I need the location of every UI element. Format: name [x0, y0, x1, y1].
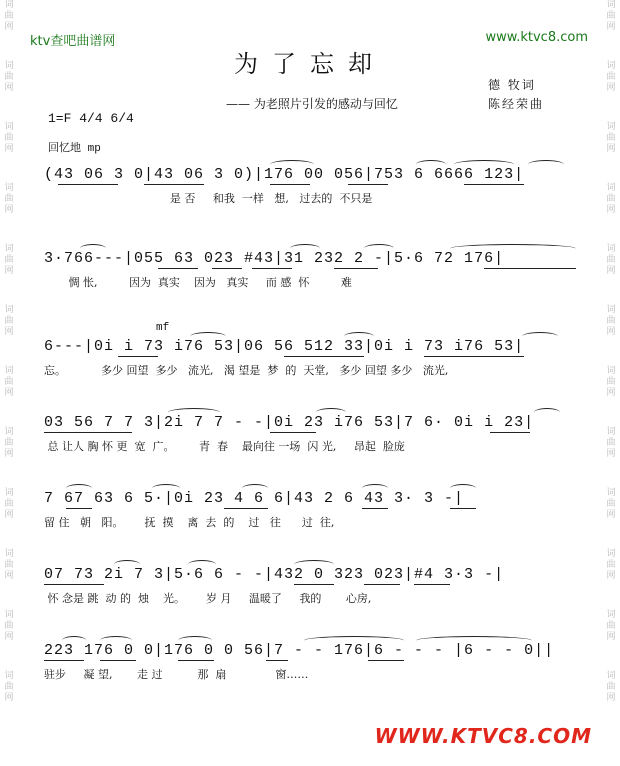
beam-underline — [424, 356, 524, 357]
beam-underline — [270, 184, 310, 185]
beam-underline — [66, 508, 92, 509]
beam-underline — [284, 356, 364, 357]
song-title: 为了忘却 — [234, 50, 386, 78]
beam-underline — [450, 508, 476, 509]
slur — [534, 408, 560, 417]
slur — [190, 332, 226, 341]
beam-underline — [252, 268, 292, 269]
slur — [522, 332, 558, 341]
beam-underline — [484, 268, 576, 269]
song-credits — [488, 76, 544, 114]
beam-underline — [270, 432, 316, 433]
beam-underline — [44, 432, 132, 433]
slur — [114, 560, 140, 569]
key-signature: 1=F 4/4 6/4 — [48, 111, 134, 126]
side-watermark-right: 词 曲 网 词 曲 网 词 曲 网 词 曲 网 词 曲 网 词 曲 网 词 曲 网 词 曲 网 词 曲 网 词 曲 网 词 曲 网 词 曲 网 — [606, 0, 616, 703]
beam-underline — [348, 184, 388, 185]
composer: 陈经荣曲 — [488, 97, 545, 111]
slur — [178, 636, 212, 645]
tempo-mark: 回忆地 mp — [48, 143, 101, 155]
slur — [416, 636, 532, 645]
slur — [152, 484, 180, 493]
beam-underline — [464, 184, 524, 185]
slur — [294, 560, 334, 569]
beam-underline — [294, 584, 334, 585]
notation-line: 03 56 7 7 3|2i 7 7 - -|0i 23 i76 53|7 6· 0i i 23| — [44, 414, 535, 431]
slur — [416, 160, 446, 169]
beam-underline — [362, 508, 388, 509]
beam-underline — [224, 508, 268, 509]
slur — [80, 244, 106, 253]
slur — [304, 636, 404, 645]
slur — [450, 484, 476, 493]
notation-line: 3·766---|055 63 023 #43|31 232 2 -|5·6 72 176| — [44, 250, 505, 267]
beam-underline — [212, 268, 242, 269]
dynamic-mark: mf — [156, 322, 170, 334]
notation-line: (43 06 3 0|43 06 3 0)|176 00 056|753 6 6666 123| — [44, 166, 525, 183]
lyric-line: 留 住 朝 阳。 抚 摸 离 去 的 过 往 过 往, — [44, 516, 335, 529]
site-url-right: www.ktvc8.com — [485, 30, 588, 45]
beam-underline — [368, 660, 404, 661]
lyricist: 德 牧词 — [488, 78, 536, 92]
slur — [364, 244, 394, 253]
slur — [454, 160, 514, 169]
notation-line: 223 176 0 0|176 0 0 56|7 - - 176|6 - - - |6 - - 0|| — [44, 642, 555, 659]
beam-underline — [100, 660, 136, 661]
site-watermark-logo: WWW.KTVC8.COM — [374, 724, 592, 748]
lyric-line: 驻步 凝 望, 走 过 那 扇 窗…… — [44, 668, 309, 681]
slur — [62, 636, 86, 645]
side-watermark-left: 词 曲 网 词 曲 网 词 曲 网 词 曲 网 词 曲 网 词 曲 网 词 曲 网 词 曲 网 词 曲 网 词 曲 网 词 曲 网 词 曲 网 — [4, 0, 14, 703]
beam-underline — [414, 584, 450, 585]
slur — [344, 332, 374, 341]
slur — [316, 408, 346, 417]
lyric-line: 惆 怅, 因为 真实 因为 真实 而 感 怀 难 — [44, 276, 352, 289]
lyric-line: 怀 念是 跳 动 的 烛 光。 岁 月 温暖了 我的 心房, — [44, 592, 372, 605]
beam-underline — [118, 356, 158, 357]
slur — [100, 636, 132, 645]
slur — [168, 408, 220, 417]
slur — [528, 160, 564, 169]
notation-line: 07 73 2i 7 3|5·6 6 - -|432 0 323 023|#4 3·3 -| — [44, 566, 505, 583]
beam-underline — [364, 584, 400, 585]
slur — [66, 484, 92, 493]
slur — [270, 160, 314, 169]
beam-underline — [178, 660, 214, 661]
slur — [450, 244, 576, 253]
slur — [188, 560, 216, 569]
beam-underline — [58, 184, 118, 185]
song-subtitle: —— 为老照片引发的感动与回忆 — [226, 97, 398, 111]
notation-line: 6---|0i i 73 i76 53|06 56 512 33|0i i 73 i76 53| — [44, 338, 525, 355]
beam-underline — [266, 660, 288, 661]
beam-underline — [144, 184, 204, 185]
slur — [362, 484, 388, 493]
beam-underline — [158, 268, 198, 269]
beam-underline — [44, 584, 104, 585]
beam-underline — [490, 432, 530, 433]
slur — [290, 244, 320, 253]
lyric-line: 是 否 和我 一样 想, 过去的 不只是 — [44, 192, 373, 205]
lyric-line: 总 让人 胸 怀 更 宽 广。 青 春 最向往 一场 闪 光, 昂起 脸庞 — [44, 440, 405, 453]
slur — [242, 484, 268, 493]
site-name-left: ktv查吧曲谱网 — [30, 34, 116, 49]
lyric-line: 忘。 多少 回望 多少 流光, 渴 望是 梦 的 天堂, 多少 回望 多少 流光, — [44, 364, 449, 377]
beam-underline — [44, 660, 84, 661]
beam-underline — [334, 268, 378, 269]
notation-line: 7 67 63 6 5·|0i 23 4 6 6|43 2 6 43 3· 3 -| — [44, 490, 465, 507]
